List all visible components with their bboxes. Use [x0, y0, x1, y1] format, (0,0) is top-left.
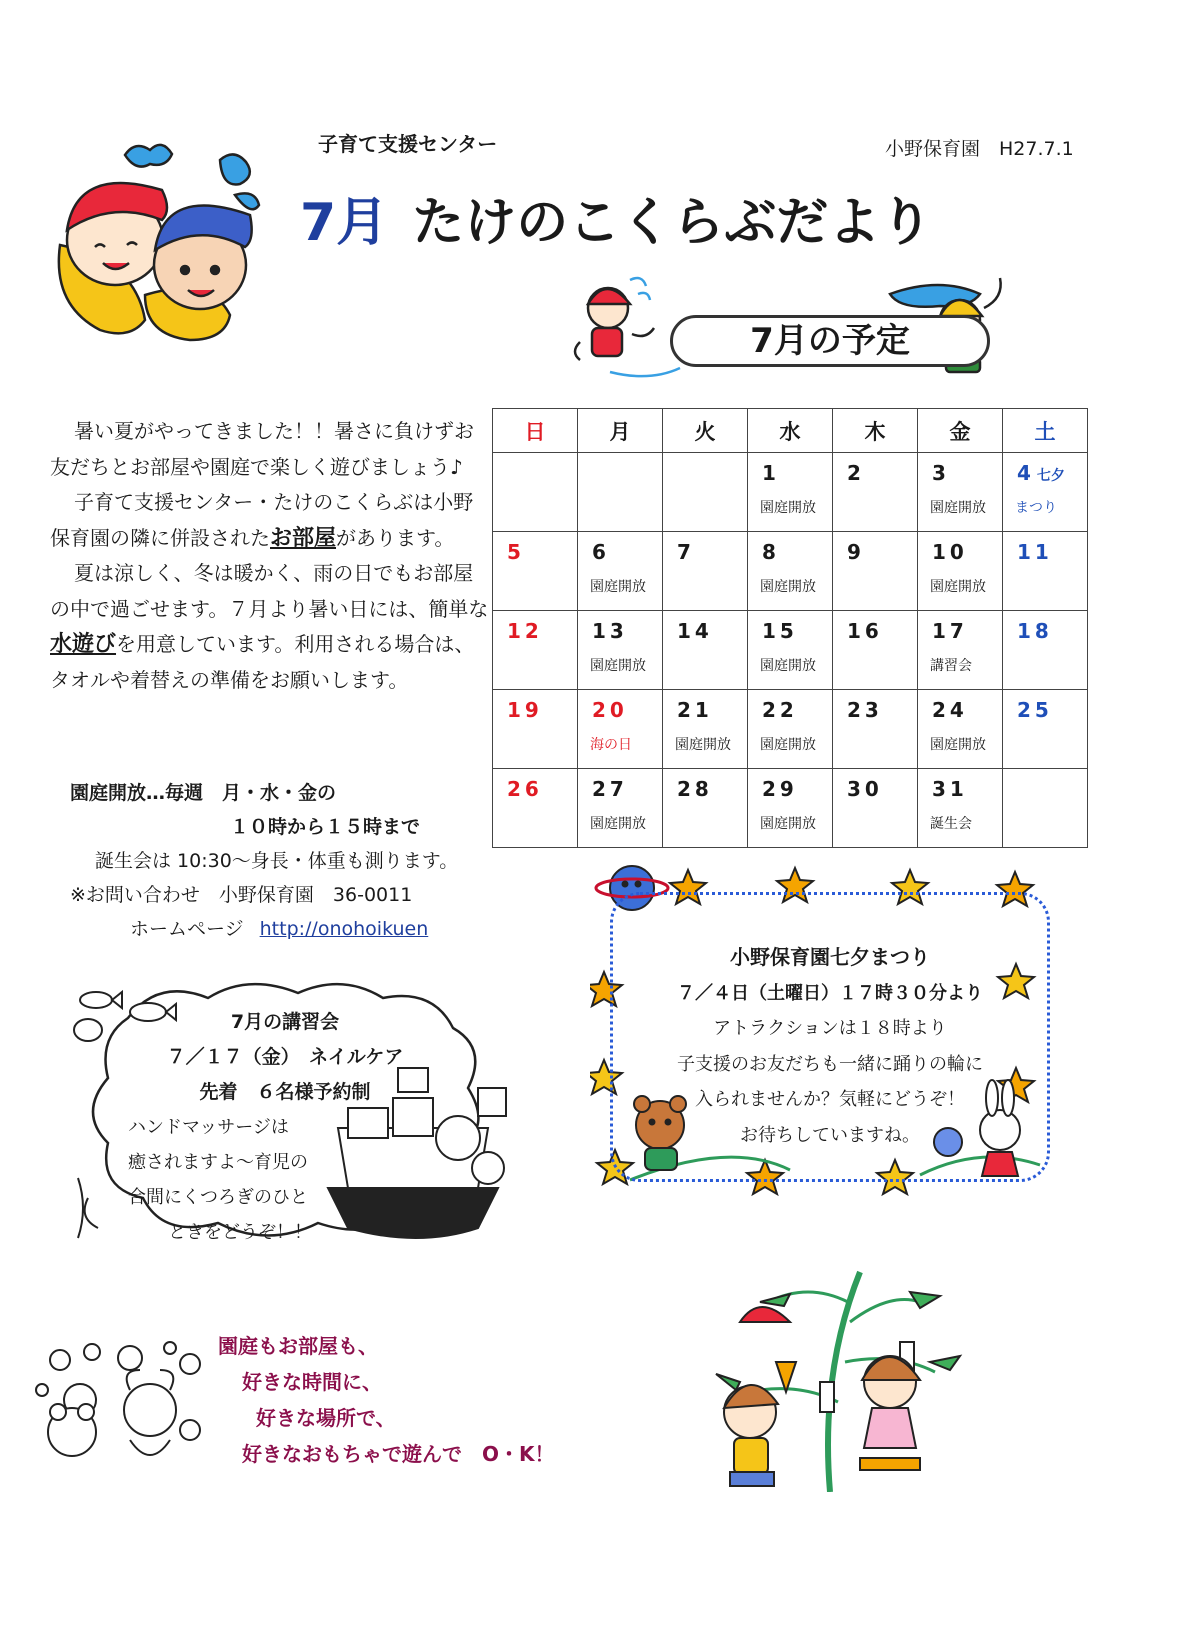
calendar-cell-friday	[918, 611, 1003, 690]
weekday-monday: 月	[578, 409, 663, 453]
calendar-day-number: 4 七夕	[1017, 461, 1065, 485]
ok-message	[218, 1328, 555, 1472]
calendar-day-event: 園庭開放	[675, 737, 731, 753]
calendar-day-number: 20	[592, 698, 628, 722]
calendar-day-number: 9	[847, 540, 865, 564]
calendar-cell-sunday	[493, 769, 578, 848]
festival-closing: お待ちしていますね。	[740, 1124, 920, 1146]
weekday-tuesday: 火	[663, 409, 748, 453]
intro-p2-part-a: 子育て支援センター・たけのこくらぶは小野保育園の隣に併設された	[50, 490, 474, 550]
lecture-date: ７／１７（金） ネイルケア	[166, 1046, 404, 1068]
calendar-week-row	[493, 453, 1088, 532]
calendar-cell-saturday	[1003, 611, 1088, 690]
calendar-week-row	[493, 611, 1088, 690]
ok-message-line-1: 園庭もお部屋も、	[218, 1334, 378, 1358]
weekday-wednesday: 水	[748, 409, 833, 453]
swimming-kids-illustration	[45, 135, 295, 345]
calendar-body	[493, 453, 1088, 848]
calendar-day-event: 海の日	[590, 737, 632, 753]
calendar-cell-friday	[918, 453, 1003, 532]
calendar-weekday-row	[493, 409, 1088, 453]
calendar-day-number: 7	[677, 540, 695, 564]
calendar-cell-saturday	[1003, 690, 1088, 769]
festival-attraction: アトラクションは１８時より	[713, 1018, 947, 1039]
schedule-title: 7月の予定	[670, 315, 990, 367]
calendar-day-number: 28	[677, 777, 713, 801]
intro-room-highlight: お部屋	[270, 525, 337, 551]
calendar-day-number: 1	[762, 461, 780, 485]
calendar-day-number: 6	[592, 540, 610, 564]
organization-name: 子育て支援センター	[318, 132, 498, 156]
calendar-day-event: 園庭開放	[760, 737, 816, 753]
lecture-desc-line-3: 合間にくつろぎのひと	[128, 1187, 308, 1208]
ok-message-line-3: 好きな場所で、	[256, 1406, 396, 1430]
calendar-cell-thursday	[833, 453, 918, 532]
page-title	[300, 180, 932, 255]
lecture-desc-line-4: ときをどうぞ！！	[168, 1222, 312, 1243]
weekday-friday: 金	[918, 409, 1003, 453]
calendar-day-number: 3	[932, 461, 950, 485]
calendar-day-number: 30	[847, 777, 883, 801]
weekday-saturday: 土	[1003, 409, 1088, 453]
lecture-desc-line-1: ハンドマッサージは	[128, 1117, 289, 1138]
calendar-day-number: 19	[507, 698, 543, 722]
calendar-day-number: 16	[847, 619, 883, 643]
calendar-cell-thursday	[833, 690, 918, 769]
calendar-cell-tuesday	[663, 611, 748, 690]
calendar-day-event: まつり	[1015, 500, 1057, 516]
calendar-day-event: 誕生会	[930, 816, 972, 832]
intro-paragraph-2	[50, 485, 490, 556]
garden-info-line-1: 園庭開放…毎週 月・水・金の	[70, 782, 337, 804]
intro-paragraph-1: 暑い夏がやってきました！！暑さに負けずお友だちとお部屋や園庭で楽しく遊びましょう♪	[50, 419, 474, 479]
garden-open-info	[70, 776, 420, 844]
calendar-cell-saturday	[1003, 453, 1088, 532]
calendar-day-event: 園庭開放	[590, 816, 646, 832]
publisher-date: 小野保育園 H27.7.1	[885, 138, 1074, 160]
intro-text	[50, 414, 490, 698]
calendar-day-number: 25	[1017, 698, 1053, 722]
calendar-day-number: 13	[592, 619, 628, 643]
lecture-desc-line-2: 癒されますよ～育児の	[128, 1152, 308, 1173]
calendar-cell-saturday	[1003, 769, 1088, 848]
calendar-day-number: 22	[762, 698, 798, 722]
calendar-day-number: 31	[932, 777, 968, 801]
intro-water-play-highlight: 水遊び	[50, 632, 117, 657]
calendar-cell-saturday	[1003, 532, 1088, 611]
calendar-day-event: 園庭開放	[760, 500, 816, 516]
calendar-day-event: 園庭開放	[590, 579, 646, 595]
calendar-day-event: 園庭開放	[930, 737, 986, 753]
calendar-day-number: 26	[507, 777, 543, 801]
title-name: たけのこくらぶだより	[412, 193, 933, 253]
calendar-cell-friday	[918, 769, 1003, 848]
calendar-day-number: 8	[762, 540, 780, 564]
ok-message-line-4: 好きなおもちゃで遊んで O・K！	[242, 1442, 555, 1466]
bubbles-animals-illustration	[30, 1340, 220, 1470]
calendar-day-event: 園庭開放	[760, 816, 816, 832]
calendar-cell-monday	[578, 532, 663, 611]
calendar-day-number: 17	[932, 619, 968, 643]
calendar-day-number: 24	[932, 698, 968, 722]
intro-p2-part-c: があります。	[336, 525, 455, 550]
calendar-cell-friday	[918, 690, 1003, 769]
weekday-sunday: 日	[493, 409, 578, 453]
ok-message-line-2: 好きな時間に、	[242, 1370, 382, 1394]
festival-invite-line-2: 入られませんか？気軽にどうぞ！	[695, 1089, 965, 1110]
weekday-thursday: 木	[833, 409, 918, 453]
calendar-cell-sunday	[493, 453, 578, 532]
calendar-cell-wednesday	[748, 532, 833, 611]
contact-info: ※お問い合わせ 小野保育園 36-0011	[70, 884, 413, 906]
homepage-label: ホームページ	[130, 918, 244, 940]
calendar-cell-monday	[578, 611, 663, 690]
calendar-day-event: 講習会	[930, 658, 972, 674]
calendar-cell-thursday	[833, 532, 918, 611]
calendar-cell-monday	[578, 690, 663, 769]
calendar-day-inline-event: 七夕	[1036, 468, 1065, 484]
calendar-cell-sunday	[493, 611, 578, 690]
homepage-link[interactable]: http://onohoikuen	[259, 918, 429, 940]
festival-invite-line-1: 子支援のお友だちも一緒に踊りの輪に	[677, 1053, 983, 1075]
calendar-day-number: 14	[677, 619, 713, 643]
calendar-cell-friday	[918, 532, 1003, 611]
calendar-cell-monday	[578, 453, 663, 532]
calendar-day-number: 10	[932, 540, 968, 564]
calendar-day-event: 園庭開放	[760, 579, 816, 595]
calendar-day-number: 11	[1017, 540, 1053, 564]
calendar-day-event: 園庭開放	[590, 658, 646, 674]
intro-paragraph-3	[50, 556, 490, 698]
calendar-cell-sunday	[493, 690, 578, 769]
calendar-day-number: 27	[592, 777, 628, 801]
calendar-cell-wednesday	[748, 611, 833, 690]
calendar-day-number: 2	[847, 461, 865, 485]
calendar-week-row	[493, 532, 1088, 611]
july-calendar	[492, 408, 1088, 848]
calendar-day-number: 15	[762, 619, 798, 643]
calendar-day-number: 23	[847, 698, 883, 722]
calendar-cell-tuesday	[663, 453, 748, 532]
calendar-cell-tuesday	[663, 769, 748, 848]
lecture-title: 7月の講習会	[230, 1011, 340, 1033]
lecture-booking: 先着 ６名様予約制	[199, 1081, 371, 1103]
calendar-cell-thursday	[833, 769, 918, 848]
calendar-cell-tuesday	[663, 532, 748, 611]
homepage-info	[130, 914, 428, 941]
calendar-cell-monday	[578, 769, 663, 848]
birthday-info: 誕生会は 10:30～身長・体重も測ります。	[95, 850, 459, 872]
lecture-info	[120, 1005, 450, 1250]
calendar-cell-tuesday	[663, 690, 748, 769]
calendar-day-number: 5	[507, 540, 525, 564]
calendar-cell-sunday	[493, 532, 578, 611]
calendar-day-event: 園庭開放	[930, 500, 986, 516]
calendar-cell-wednesday	[748, 690, 833, 769]
calendar-day-number: 12	[507, 619, 543, 643]
festival-text	[640, 940, 1020, 1153]
festival-title: 小野保育園七夕まつり	[730, 945, 930, 969]
calendar-day-number: 29	[762, 777, 798, 801]
calendar-day-event: 園庭開放	[930, 579, 986, 595]
calendar-day-number: 18	[1017, 619, 1053, 643]
tanabata-bamboo-illustration	[700, 1262, 1000, 1492]
garden-info-line-2: １０時から１５時まで	[230, 816, 421, 838]
calendar-day-number: 21	[677, 698, 713, 722]
calendar-cell-wednesday	[748, 453, 833, 532]
calendar-week-row	[493, 690, 1088, 769]
intro-p3-part-c: を用意しています。利用される場合は、タオルや着替えの準備をお願いします。	[50, 632, 475, 692]
calendar-day-event: 園庭開放	[760, 658, 816, 674]
calendar-cell-thursday	[833, 611, 918, 690]
calendar-week-row	[493, 769, 1088, 848]
title-month: 7月	[300, 193, 389, 253]
festival-date: ７／４日（土曜日）１７時３０分より	[677, 982, 983, 1004]
intro-p3-part-a: 夏は涼しく、冬は暖かく、雨の日でもお部屋の中で過ごせます。７月より暑い日には、簡単な	[50, 561, 489, 621]
calendar-cell-wednesday	[748, 769, 833, 848]
